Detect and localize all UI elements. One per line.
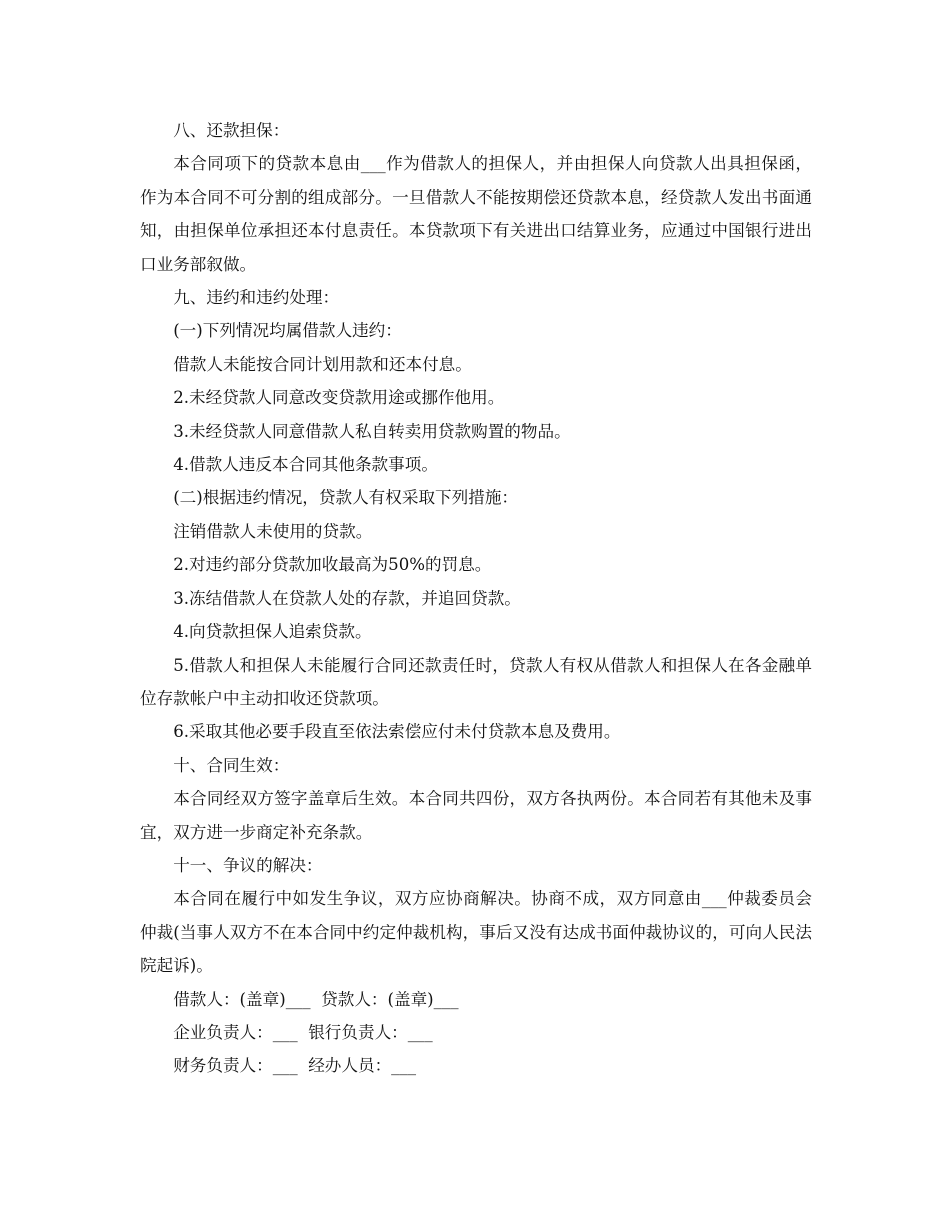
signature-line-parties: 借款人：(盖章)___ 贷款人：(盖章)___ [173,989,459,1009]
list-item-default-4: 4.借款人违反本合同其他条款事项。 [173,455,438,475]
list-item-default-2: 2.未经贷款人同意改变贷款用途或挪作他用。 [173,388,505,408]
subheading-lender-measures: (二)根据违约情况，贷款人有权采取下列措施： [173,488,519,508]
section-heading-default: 九、违约和违约处理： [173,288,340,308]
list-item-measure-4: 4.向贷款担保人追索贷款。 [173,622,372,642]
paragraph-dispute: 本合同在履行中如发生争议，双方应协商解决。协商不成，双方同意由___仲裁委员会仲裁(当事人双方不在本合同中约定仲裁机构，事后又没有达成书面仲裁协议的，可向人民法院起诉)。 [140,889,812,976]
list-item-measure-6: 6.采取其他必要手段直至依法索偿应付未付贷款本息及费用。 [173,722,621,742]
list-item-measure-3: 3.冻结借款人在贷款人处的存款，并追回贷款。 [173,588,521,608]
document-body [140,114,812,1083]
list-item-measure-5: 5.借款人和担保人未能履行合同还款责任时，贷款人有权从借款人和担保人在各金融单位存款帐户中主动扣收还贷款项。 [140,655,812,708]
subheading-default-cases: (一)下列情况均属借款人违约： [173,321,402,341]
paragraph-guarantee-terms: 本合同项下的贷款本息由___作为借款人的担保人，并由担保人向贷款人出具担保函，作为本合同不可分割的组成部分。一旦借款人不能按期偿还贷款本息，经贷款人发出书面通知，由担保单位承担还本付息责任。本贷款项下有关进出口结算业务，应通过中国银行进出口业务部叙做。 [140,154,812,274]
signature-line-heads: 企业负责人：___ 银行负责人：___ [173,1022,433,1042]
list-item-default-1: 借款人未能按合同计划用款和还本付息。 [173,354,472,374]
list-item-measure-1: 注销借款人未使用的贷款。 [173,521,373,541]
section-heading-dispute: 十一、争议的解决： [173,855,323,875]
list-item-measure-2: 2.对违约部分贷款加收最高为50%的罚息。 [173,555,492,575]
signature-line-finance: 财务负责人：___ 经办人员：___ [173,1056,417,1076]
paragraph-effectiveness: 本合同经双方签字盖章后生效。本合同共四份，双方各执两份。本合同若有其他未及事宜，双方进一步商定补充条款。 [140,789,812,842]
section-heading-effectiveness: 十、合同生效： [173,755,290,775]
list-item-default-3: 3.未经贷款人同意借款人私自转卖用贷款购置的物品。 [173,421,571,441]
section-heading-repayment-guarantee: 八、还款担保： [173,121,290,140]
